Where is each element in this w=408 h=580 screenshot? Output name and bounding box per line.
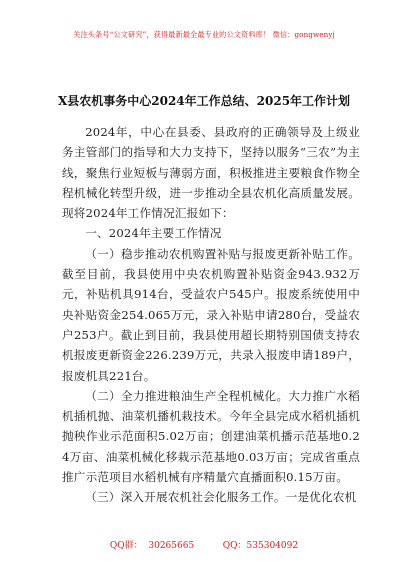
document-title: X县农机事务中心2024年工作总结、2025年工作计划 (57, 94, 351, 108)
subsection-2-paragraph: （二）全力推进粮油生产全程机械化。大力推广水稻机插机抛、油菜机播机栽技术。今年全县完成水稻机插机抛秧作业示范面积5.02万亩；创建油菜机播示范基地0.24万亩、油菜机械化移栽示范基地0.03万亩；完成省重点推广示范项目水稻机械有序精量穴直播面积0.15万亩。 (62, 388, 360, 485)
intro-paragraph: 2024年，中心在县委、县政府的正确领导及上级业务主管部门的指导和大力支持下，坚持以服务“三农”为主线，聚焦行业短板与薄弱方面，积极推进主要粮食作物全程机械化转型升级，进一步推动全县农机化高质量发展。现将2024年工作情况汇报如下： (62, 125, 360, 221)
subsection-1-paragraph: （一）稳步推动农机购置补贴与报废更新补贴工作。截至目前，我县使用中央农机购置补贴资金943.932万元，补贴机具914台，受益农户545户。报废系统使用中央补贴资金254.065万元，录入补贴申请280台，受益农户253户。截止到目前，我县使用超长期特别国债支持农机报废更新资金226.239万元，共录入报废申请189户，报废机具221台。 (62, 246, 360, 383)
section-heading: 一、2024年主要工作情况 (85, 226, 222, 241)
subsection-3-paragraph: （三）深入开展农机社会化服务工作。一是优化农机 (85, 490, 357, 505)
footer-qq-group: QQ群： 30265665 (109, 541, 195, 551)
footer-contact (0, 538, 408, 551)
header-banner: 关注头条号“公文研究”，获得最新最全最专业的公文资料库！ 微信：gongwenyj (73, 30, 335, 39)
document-body (62, 122, 360, 508)
footer-qq: QQ：535304092 (222, 541, 299, 551)
